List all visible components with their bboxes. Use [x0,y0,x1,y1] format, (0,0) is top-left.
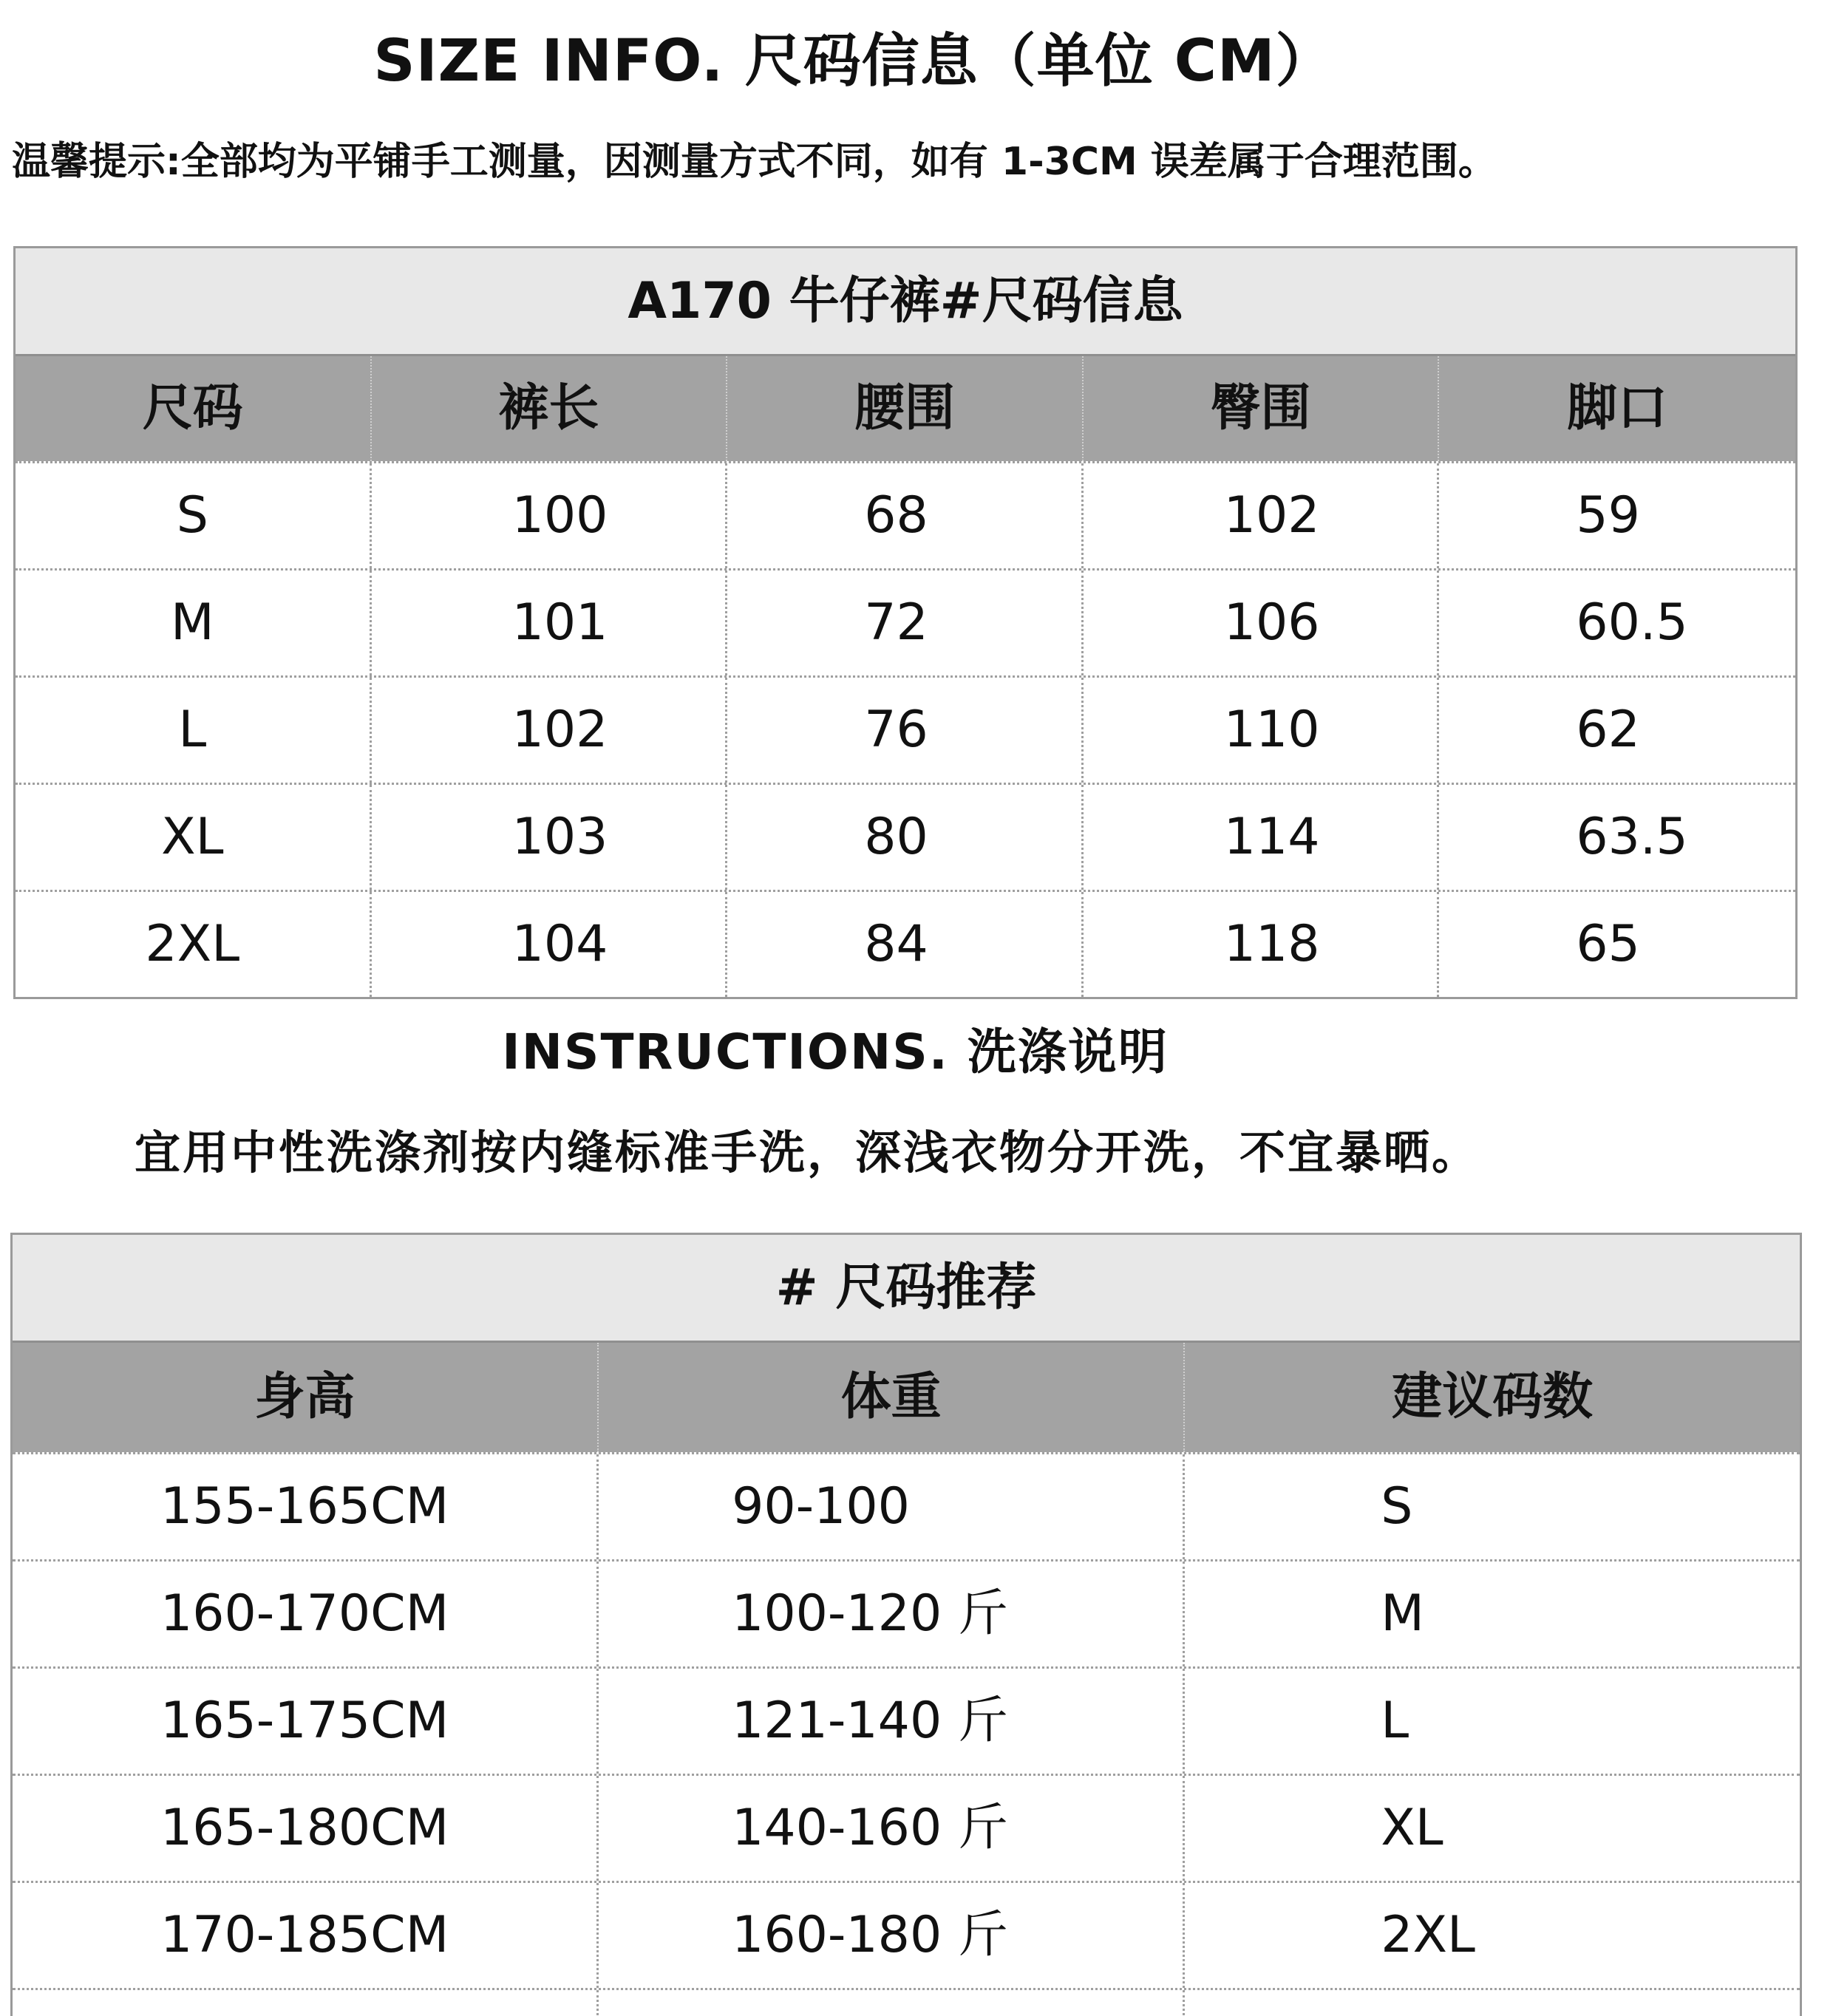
size-table-title: A170 牛仔裤#尺码信息 [16,248,1795,356]
waist-value: 84 [727,892,1084,997]
hem-value: 62 [1576,701,1640,759]
weight-range: 121-140 斤 [599,1669,1185,1774]
empty-cell [13,1990,599,2016]
table-row [13,1666,1800,1774]
instructions-text: 宜用中性洗涤剂按内缝标准手洗，深浅衣物分开洗，不宜暴晒。 [135,1126,1480,1179]
waist-value: 68 [727,463,1084,568]
hem-value: 60.5 [1576,593,1688,652]
table-row [16,568,1795,675]
header-weight: 体重 [599,1343,1185,1452]
height-range: 160-170CM [13,1562,599,1666]
height-range: 165-180CM [13,1776,599,1881]
hip-value: 118 [1084,892,1440,997]
header-suggested-size: 建议码数 [1392,1368,1594,1426]
suggested-size: 2XL [1381,1906,1475,1964]
size-info-table [13,246,1798,999]
waist-value: 76 [727,678,1084,783]
table-row-partial [13,1988,1800,2016]
length-value: 104 [372,892,728,997]
table-row [16,461,1795,568]
size-label: 2XL [16,892,372,997]
length-value: 100 [372,463,728,568]
hip-value: 102 [1084,463,1440,568]
hip-value: 110 [1084,678,1440,783]
waist-value: 80 [727,785,1084,890]
empty-cell [1185,1990,1800,2016]
suggested-size: S [1381,1477,1413,1536]
table-row [13,1774,1800,1881]
page-title: SIZE INFO. 尺码信息（单位 CM） [373,28,1334,95]
table-row [16,890,1795,997]
suggested-size: M [1381,1584,1424,1643]
table-row [16,675,1795,783]
weight-range: 140-160 斤 [599,1776,1185,1881]
table-row [16,783,1795,890]
weight-range: 160-180 斤 [599,1883,1185,1988]
instructions-title: INSTRUCTIONS. 洗涤说明 [502,1024,1169,1080]
height-range: 155-165CM [13,1454,599,1559]
size-label: S [16,463,372,568]
hem-value: 59 [1576,486,1640,545]
header-size: 尺码 [16,356,372,461]
hem-value: 65 [1576,915,1640,973]
suggested-size: XL [1381,1799,1443,1857]
height-range: 170-185CM [13,1883,599,1988]
table-row [13,1881,1800,1988]
measurement-note: 温馨提示:全部均为平铺手工测量，因测量方式不同，如有 1-3CM 误差属于合理范围。 [12,140,1497,184]
rec-table-header-row [13,1343,1800,1452]
hip-value: 114 [1084,785,1440,890]
hem-value: 63.5 [1576,808,1688,866]
size-label: M [16,571,372,675]
length-value: 102 [372,678,728,783]
weight-range: 100-120 斤 [599,1562,1185,1666]
waist-value: 72 [727,571,1084,675]
size-recommendation-table [10,1233,1802,2016]
height-range: 165-175CM [13,1669,599,1774]
rec-table-title: # 尺码推荐 [13,1235,1800,1343]
hip-value: 106 [1084,571,1440,675]
suggested-size: L [1381,1692,1409,1750]
header-waist: 腰围 [727,356,1084,461]
header-hem: 脚口 [1567,379,1668,437]
size-table-header-row [16,356,1795,461]
header-height: 身高 [13,1343,599,1452]
length-value: 103 [372,785,728,890]
size-label: XL [16,785,372,890]
table-row [13,1559,1800,1666]
header-length: 裤长 [372,356,728,461]
size-label: L [16,678,372,783]
header-hip: 臀围 [1084,356,1440,461]
weight-range: 90-100 [599,1454,1185,1559]
length-value: 101 [372,571,728,675]
empty-cell [599,1990,1185,2016]
table-row [13,1452,1800,1559]
